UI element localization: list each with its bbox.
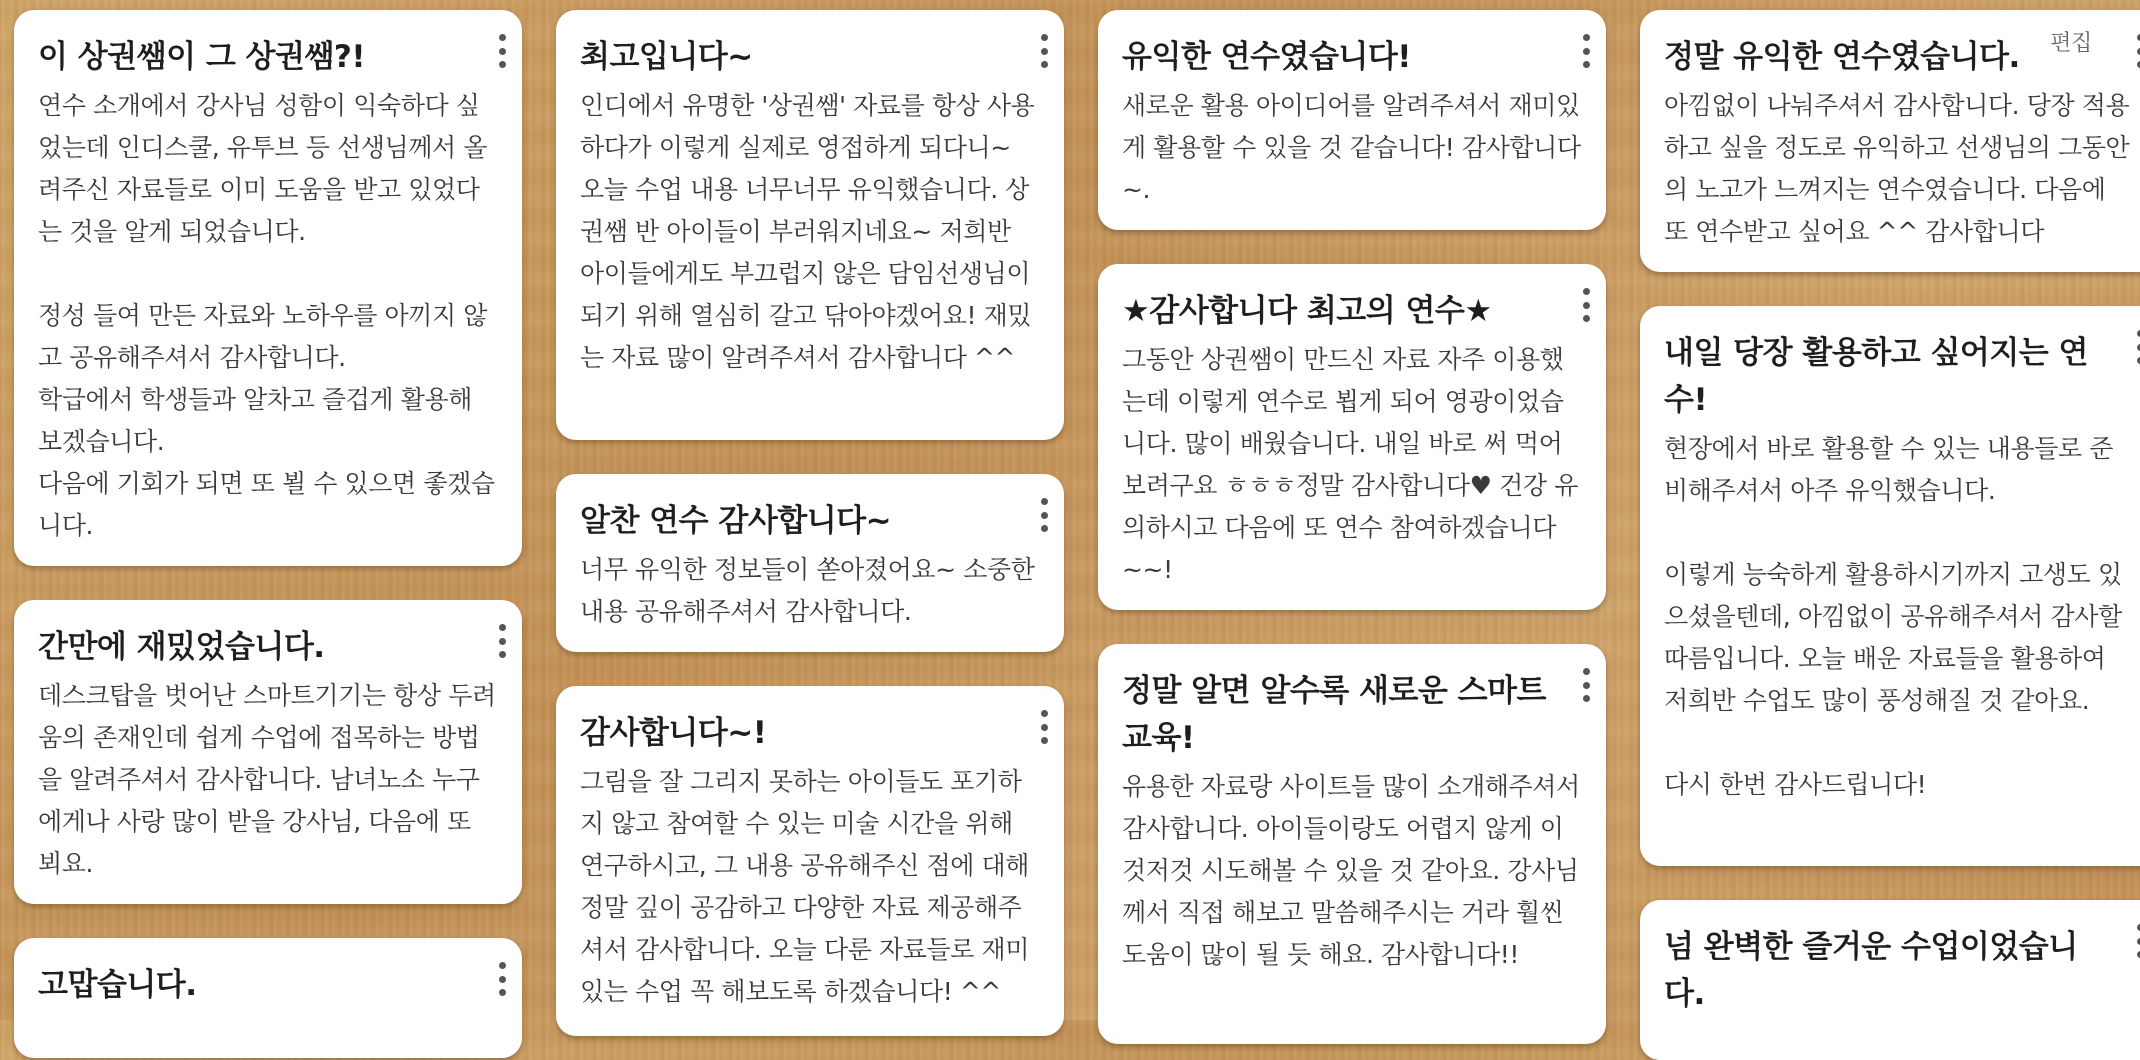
more-options-icon[interactable] <box>1576 288 1596 322</box>
post-body: 유용한 자료랑 사이트들 많이 소개해주셔서 감사합니다. 아이들이랑도 어렵지 않게 이것저것 시도해볼 수 있을 것 같아요. 강사님께서 직접 해보고 말씀해주시는 거라 훨씬 도움이 많이 될 듯 해요. 감사합니다!! <box>1122 772 1588 969</box>
post-title: 감사합니다~! <box>580 715 767 751</box>
more-options-icon[interactable] <box>1034 498 1054 532</box>
post-title: 넘 완벽한 즐거운 수업이었습니다. <box>1664 929 2078 1012</box>
more-options-icon[interactable] <box>492 34 512 68</box>
more-options-icon[interactable] <box>2130 924 2140 958</box>
more-options-icon[interactable] <box>1034 710 1054 744</box>
post-title: 최고입니다~ <box>580 39 753 75</box>
post-title: 간만에 재밌었습니다. <box>38 629 325 665</box>
post-card[interactable] <box>14 600 522 904</box>
post-body: 그동안 상권쌤이 만드신 자료 자주 이용했는데 이렇게 연수로 뵙게 되어 영광이었습니다. 많이 배웠습니다. 내일 바로 써 먹어보려구요 ㅎㅎㅎ정말 감사합니다♥ 건강 유의하시고 다음에 또 연수 참여하겠습니다~~! <box>1122 345 1578 584</box>
post-card[interactable] <box>1640 306 2140 866</box>
post-title: 고맙습니다. <box>38 967 197 1003</box>
post-body: 아낌없이 나눠주셔서 감사합니다. 당장 적용하고 싶을 정도로 유익하고 선생님의 그동안의 노고가 느껴지는 연수였습니다. 다음에 또 연수받고 싶어요 ^^ 감사합니다 <box>1664 91 2130 246</box>
post-title: 이 상권쌤이 그 상권쌤?! <box>38 39 366 75</box>
post-title: 정말 유익한 연수였습니다. <box>1664 39 2020 75</box>
more-options-icon[interactable] <box>2130 330 2140 364</box>
post-card[interactable] <box>1098 644 1606 1044</box>
post-body: 연수 소개에서 강사님 성함이 익숙하다 싶었는데 인디스쿨, 유투브 등 선생님께서 올려주신 자료들로 이미 도움을 받고 있었다는 것을 알게 되었습니다. 정성 들여 만든 자료와 노하우를 아끼지 않고 공유해주셔서 감사합니다. 학급에서 학생들과 알차고 즐겁게 활용해 보겠습니다. 다음에 기회가 되면 또 뵐 수 있으면 좋겠습니다. <box>38 91 495 540</box>
post-body: 그림을 잘 그리지 못하는 아이들도 포기하지 않고 참여할 수 있는 미술 시간을 위해 연구하시고, 그 내용 공유해주신 점에 대해 정말 깊이 공감하고 다양한 자료 제공해주셔서 감사합니다. 오늘 다룬 자료들로 재미있는 수업 꼭 해보도록 하겠습니다! ^^ <box>580 767 1037 1006</box>
post-card[interactable] <box>556 686 1064 1036</box>
post-card[interactable] <box>1098 264 1606 610</box>
post-body: 현장에서 바로 활용할 수 있는 내용들로 준비해주셔서 아주 유익했습니다. 이렇게 능숙하게 활용하시기까지 고생도 있으셨을텐데, 아낌없이 공유해주셔서 감사할 따름입니다. 오늘 배운 자료들을 활용하여 저희반 수업도 많이 풍성해질 것 같아요. 다시 한번 감사드립니다! <box>1664 434 2122 799</box>
more-options-icon[interactable] <box>2130 34 2140 68</box>
more-options-icon[interactable] <box>1576 668 1596 702</box>
more-options-icon[interactable] <box>1576 34 1596 68</box>
post-body: 너무 유익한 정보들이 쏟아졌어요~ 소중한 내용 공유해주셔서 감사합니다. <box>580 555 1043 626</box>
post-card[interactable] <box>556 10 1064 440</box>
post-body: 데스크탑을 벗어난 스마트기기는 항상 두려움의 존재인데 쉽게 수업에 접목하는 방법을 알려주셔서 감사합니다. 남녀노소 누구에게나 사랑 많이 받을 강사님, 다음에 또 뵈요. <box>38 681 496 878</box>
post-card[interactable] <box>1098 10 1606 230</box>
post-card[interactable] <box>1640 900 2140 1060</box>
post-title: ★감사합니다 최고의 연수★ <box>1122 293 1492 329</box>
more-options-icon[interactable] <box>492 624 512 658</box>
post-title: 유익한 연수였습니다! <box>1122 39 1411 75</box>
post-body: 인디에서 유명한 '상권쌤' 자료를 항상 사용하다가 이렇게 실제로 영접하게 되다니~ 오늘 수업 내용 너무너무 유익했습니다. 상권쌤 반 아이들이 부러워지네요~ 저희반 아이들에게도 부끄럽지 않은 담임선생님이 되기 위해 열심히 갈고 닦아야겠어요! 재밌는 자료 많이 알려주셔서 감사합니다 ^^ <box>580 91 1038 372</box>
post-card[interactable] <box>556 474 1064 652</box>
more-options-icon[interactable] <box>492 962 512 996</box>
post-title: 정말 알면 알수록 새로운 스마트 교육! <box>1122 673 1546 756</box>
post-title: 알찬 연수 감사합니다~ <box>580 503 892 539</box>
more-options-icon[interactable] <box>1034 34 1054 68</box>
post-body: 새로운 활용 아이디어를 알려주셔서 재미있게 활용할 수 있을 것 같습니다! 감사합니다~. <box>1122 91 1581 204</box>
edit-button[interactable]: 편집 <box>2050 31 2092 56</box>
post-title: 내일 당장 활용하고 싶어지는 연수! <box>1664 335 2088 418</box>
post-card[interactable] <box>14 10 522 566</box>
post-card[interactable] <box>14 938 522 1058</box>
